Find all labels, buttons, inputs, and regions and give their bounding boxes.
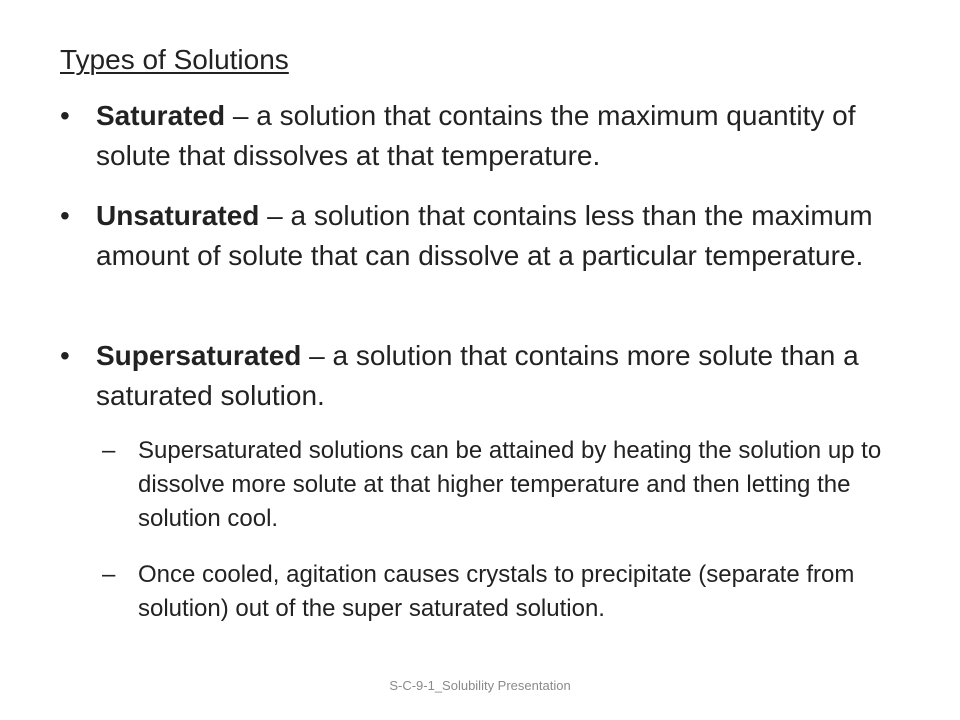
sub-bullet-text: Supersaturated solutions can be attained by heating the solution up to dissolve more solute at that higher temperature and then letting the solution cool. xyxy=(138,437,882,532)
sub-bullet-attained xyxy=(102,434,882,536)
bullet-marker: • xyxy=(60,340,70,371)
bullet-term: Unsaturated xyxy=(96,200,260,231)
slide-footer: S-C-9-1_Solubility Presentation xyxy=(389,678,571,693)
bullet-definition: – a solution that contains the maximum quantity of solute that dissolves at that temperature. xyxy=(96,100,856,171)
bullet-term: Supersaturated xyxy=(96,340,302,371)
bullet-marker: • xyxy=(60,100,70,131)
bullet-unsaturated xyxy=(60,196,880,276)
bullet-definition: – a solution that contains less than the maximum amount of solute that can dissolve at a particular temperature. xyxy=(96,200,873,271)
bullet-text xyxy=(96,336,880,416)
sub-bullet-text: Once cooled, agitation causes crystals to precipitate (separate from solution) out of the super saturated solution. xyxy=(138,561,855,622)
sub-bullet-marker: – xyxy=(102,437,116,464)
sub-bullet-marker: – xyxy=(102,561,116,588)
slide-heading: Types of Solutions xyxy=(60,44,289,75)
bullet-term: Saturated xyxy=(96,100,226,131)
bullet-marker: • xyxy=(60,200,70,231)
bullet-text xyxy=(96,96,880,176)
bullet-saturated xyxy=(60,96,880,176)
bullet-text xyxy=(96,196,880,276)
sub-bullet-cooled xyxy=(102,558,882,626)
bullet-supersaturated xyxy=(60,336,880,416)
bullet-definition: – a solution that contains more solute than a saturated solution. xyxy=(96,340,859,411)
